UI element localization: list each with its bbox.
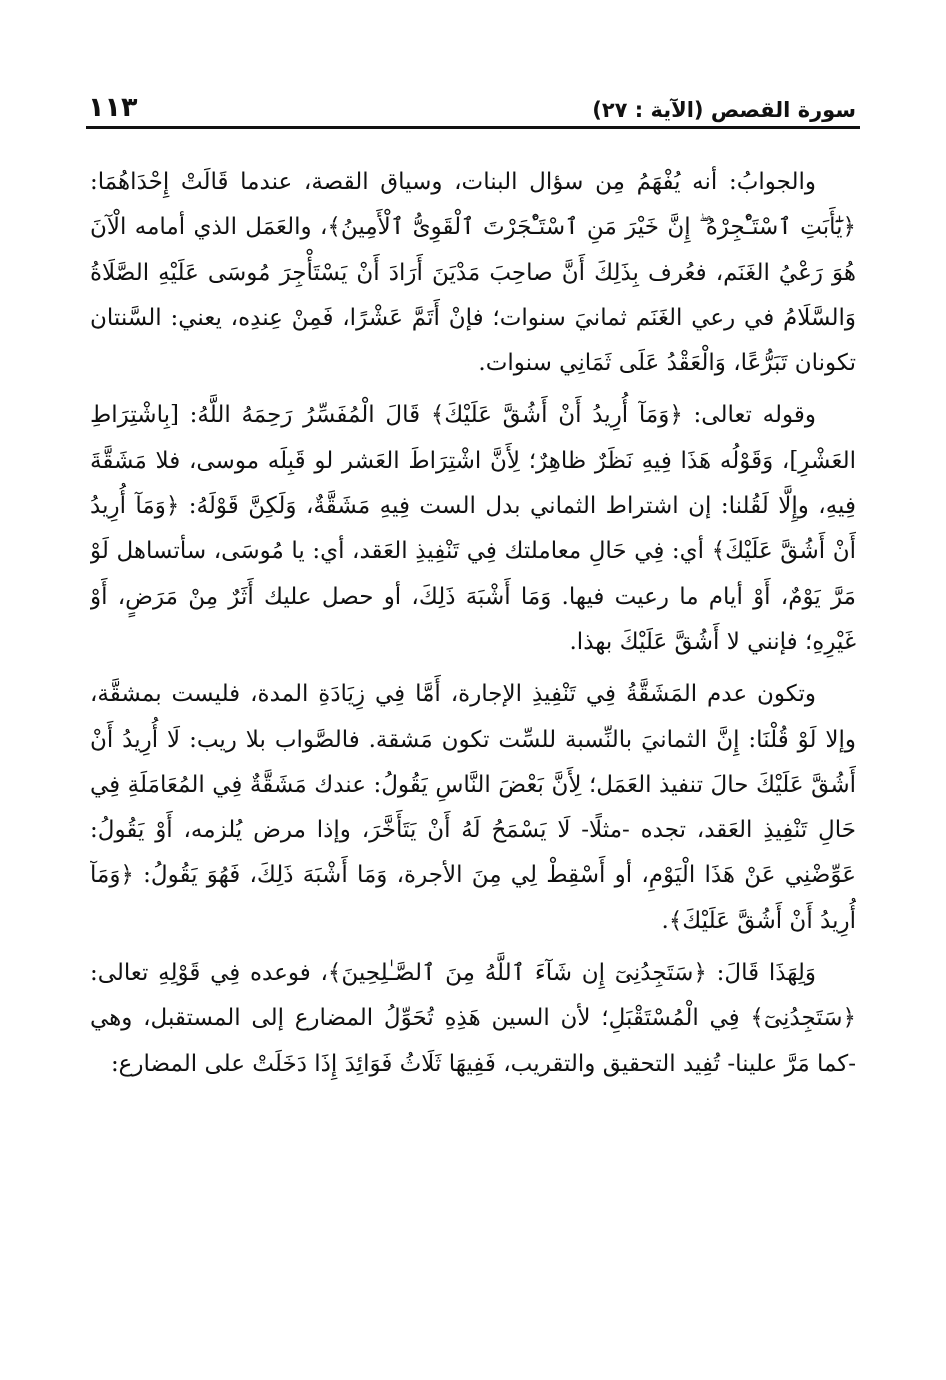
- paragraph-4: وَلِهَذَا قَالَ: ﴿سَتَجِدُنِىٓ إِن شَآءَ ٱللَّهُ مِنَ ٱلصَّـٰلِحِينَ﴾، فوعده فِي قَوْلِهِ تعالى: ﴿سَتَجِدُنِىٓ﴾ فِي الْمُسْتَقْبَلِ؛ لأن السين هَذِهِ تُحَوِّلُ المضارع إلى المستقبل، وهي -كما مَرَّ علينا- تُفِيد التحقيق والتقريب، فَفِيهَا ثَلَاثُ فَوَائِدَ إِذَا دَخَلَتْ على المضارع:: [90, 960, 856, 1077]
- page-header: [88, 92, 856, 128]
- paragraph-2: وقوله تعالى: ﴿وَمَآ أُرِيدُ أَنْ أَشُقَّ عَلَيْكَ﴾ قَالَ الْمُفَسِّرُ رَحِمَهُ اللَّهُ: [بِاشْتِرَاطِ العَشْرِ]، وَقَوْلُه هَذَا فِيهِ نَظَرٌ ظاهِرٌ؛ لِأَنَّ اشْتِرَاطَ العَشر لو قَبِلَه موسى، فلا مَشَقَّةَ فِيهِ، وإِلَّا لَقُلنا: إن اشتراط الثماني بدل الست فِيهِ مَشَقَّةٌ، وَلَكِنَّ قَوْلَهُ: ﴿وَمَآ أُرِيدُ أَنْ أَشُقَّ عَلَيْكَ﴾ أي: فِي حَالِ معاملتك فِي تَنْفِيذِ العَقد، أي: يا مُوسَى، سأتساهل لَوْ مَرَّ يَوْمٌ، أَوْ أيام ما رعيت فيها. وَمَا أَشْبَهَ ذَلِكَ، أو حصل عليك أَثَرٌ مِنْ مَرَضٍ، أَوْ غَيْرِهِ؛ فإنني لا أَشُقَّ عَلَيْكَ بهذا.: [90, 402, 856, 655]
- header-rule: [86, 126, 860, 129]
- paragraph-1: والجوابُ: أنه يُفْهَمُ مِن سؤال البنات، وسياق القصة، عندما قَالَتْ إِحْدَاهُمَا: ﴿يَٰٓأَبَتِ ٱسْتَـْٔجِرْهُ ۖ إِنَّ خَيْرَ مَنِ ٱسْتَـْٔجَرْتَ ٱلْقَوِىُّ ٱلْأَمِينُ﴾، والعَمَل الذي أمامه الْآنَ هُوَ رَعْيُ الغَنَم، فعُرف بِذَلِكَ أَنَّ صاحِبَ مَدْيَنَ أَرَادَ أَنْ يَسْتَأْجِرَ مُوسَى عَلَيْهِ الصَّلَاةُ وَالسَّلَامُ في رعي الغَنَم ثمانيَ سنوات؛ فإنْ أَتَمَّ عَشْرًا، فَمِنْ عِندِه، يعني: السَّنتان تكونان تَبَرُّعًا، وَالْعَقْدُ عَلَى ثَمَانِي سنوات.: [90, 169, 856, 377]
- running-title: سورة القصص (الآية : ٢٧): [592, 98, 856, 122]
- page-number: ١١٣: [88, 92, 138, 123]
- body-text: [90, 160, 856, 1340]
- paragraph-3: وتكون عدم المَشَقَّةُ فِي تَنْفِيذِ الإجارة، أَمَّا فِي زِيَادَةِ المدة، فليست بمشقَّة، وإلا لَوْ قُلْنَا: إِنَّ الثمانيَ بالنِّسبة للسِّت تكون مَشقة. فالصَّواب بلا ريب: لَا أُرِيدُ أَنْ أَشُقَّ عَلَيْكَ حالَ تنفيذ العَمَل؛ لِأَنَّ بَعْضَ النَّاسِ يَقُولُ: عندك مَشَقَّةٌ فِي المُعَامَلَةِ فِي حَالِ تَنْفِيذِ العَقد، تجده -مثلًا- لَا يَسْمَحُ لَهُ أَنْ يَتَأَخَّرَ، وإذا مرض يُلزمه، أَوْ يَقُولُ: عَوِّضْنِي عَنْ هَذَا الْيَوْمِ، أو أَسْقِطْ لِي مِنَ الأجرة، وَمَا أَشْبَهَ ذَلِكَ، فَهُوَ يَقُولُ: ﴿وَمَآ أُرِيدُ أَنْ أَشُقَّ عَلَيْكَ﴾.: [90, 681, 856, 934]
